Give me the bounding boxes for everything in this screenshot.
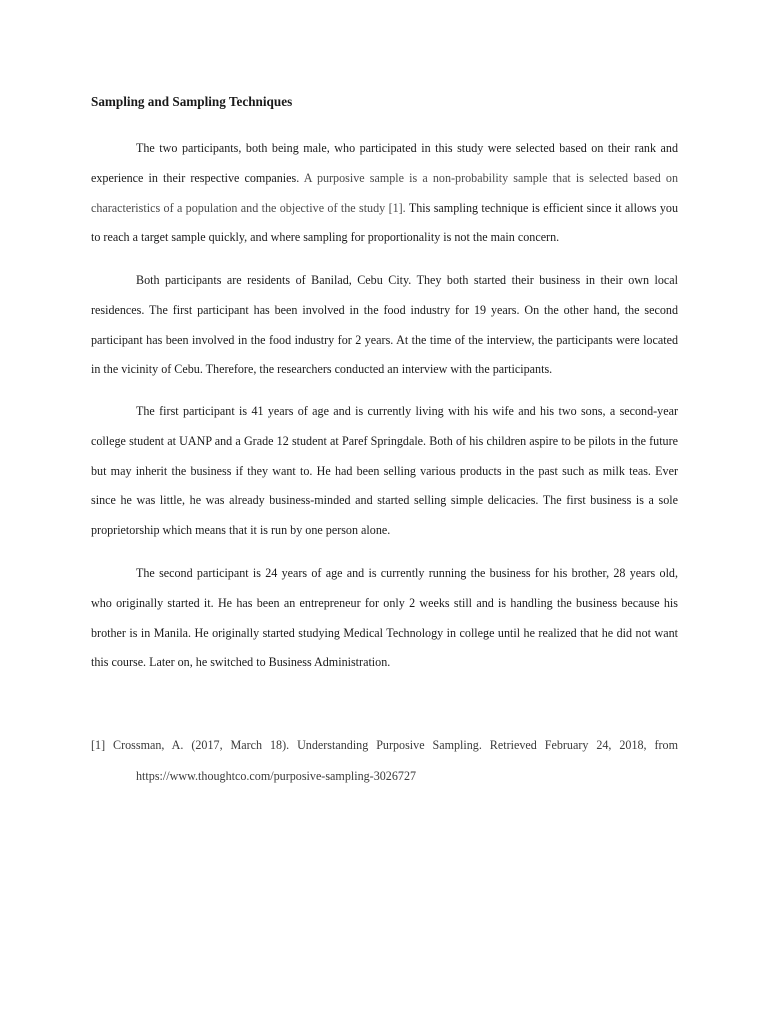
reference-entry: [1] Crossman, A. (2017, March 18). Understanding Purposive Sampling. Retrieved February 24, 2018, from https://www.thoughtco.com/purposive-sampling-3026727 bbox=[91, 738, 678, 783]
cited-definition: A purposive sample is a non-probability sample that is selected based on characteristics of a population and the objective of the study [1]. bbox=[91, 170, 678, 215]
section-heading: Sampling and Sampling Techniques bbox=[91, 94, 293, 109]
paragraph-text: The two participants, both being male, who participated in this study were selected based on their rank and experience in their respective companies. bbox=[91, 141, 678, 185]
paragraph-text: This sampling technique is efficient since it allows you to reach a target sample quickly, and where sampling for proportionality is not the main concern. bbox=[91, 200, 679, 245]
paragraph-sampling-selection bbox=[91, 134, 678, 253]
paragraph-first-participant: The first participant is 41 years of age and is currently living with his wife and his two sons, a second-year college student at UANP and a Grade 12 student at Paref Springdale. Both of his children aspire to be pilots in the future but may inherit the business if they want to. He had been selling various products in the past such as milk teas. Ever since he was little, he was already business-minded and started selling simple delicacies. The first business is a sole proprietorship which means that it is run by one person alone. bbox=[91, 404, 678, 538]
paragraph-participants-residence: Both participants are residents of Banilad, Cebu City. They both started their business in their own local residences. The first participant has been involved in the food industry for 19 years. On the other hand, the second participant has been involved in the food industry for 2 years. At the time of the interview, the participants were located in the vicinity of Cebu. Therefore, the researchers conducted an interview with the participants. bbox=[91, 273, 678, 377]
paragraph-second-participant: The second participant is 24 years of age and is currently running the business for his brother, 28 years old, who originally started it. He has been an entrepreneur for only 2 weeks still and is handling the business because his brother is in Manila. He originally started studying Medical Technology in college until he realized that he did not want this course. Later on, he switched to Business Administration. bbox=[91, 566, 678, 670]
